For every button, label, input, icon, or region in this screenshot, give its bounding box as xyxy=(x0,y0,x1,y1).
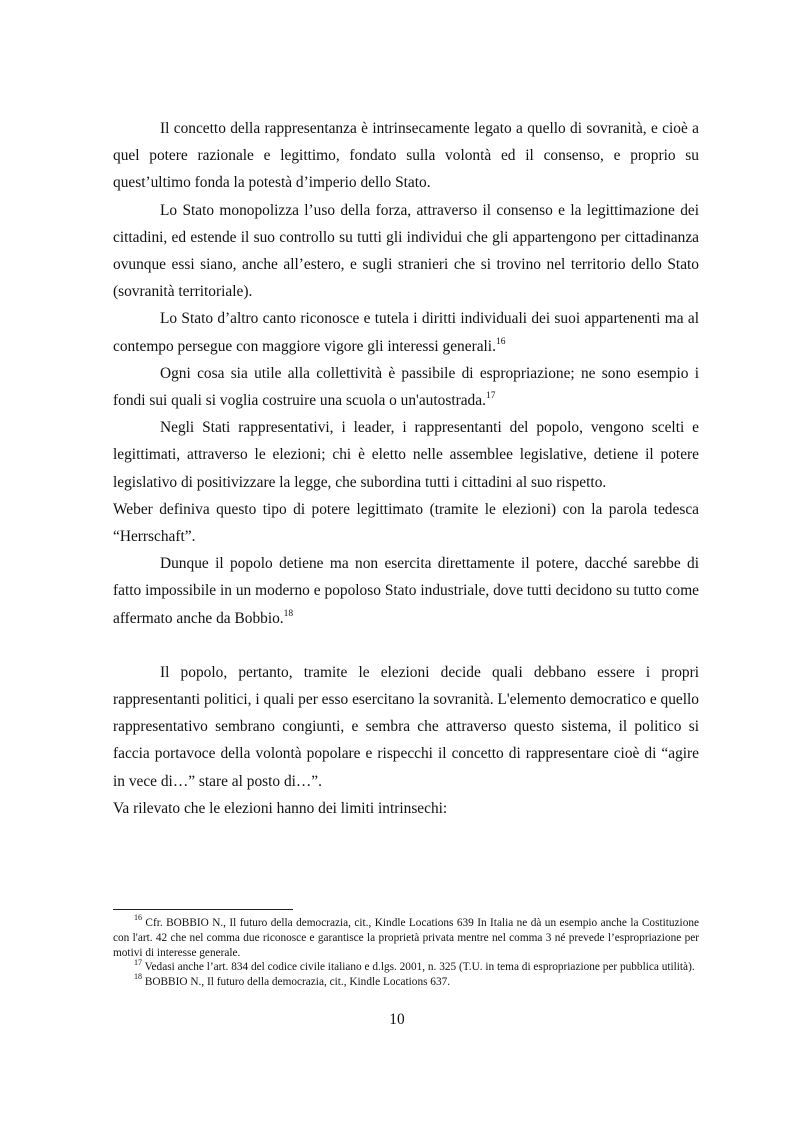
footnote-number: 17 xyxy=(134,957,142,967)
footnote-ref-18[interactable]: 18 xyxy=(283,608,294,619)
footnote-number: 16 xyxy=(134,913,142,923)
footnote-17: $^{17}$ Vedasi anche l’art. 834 del codice civile italiano e d.lgs. 2001, n. 325 (T.U. in tema di espropriazione per pubblica utilità). xyxy=(134,957,695,974)
paragraph-9: Va rilevato che le elezioni hanno dei limiti intrinsechi: xyxy=(113,799,448,817)
body-text xyxy=(113,115,699,822)
paragraph-1: Il concetto della rappresentanza è intrinsecamente legato a quello di sovranità, e cioè a quel potere razionale e legittimo, fondato sulla volontà ed il consenso, e proprio su quest’ultimo fonda la potestà d’imperio dello Stato. xyxy=(113,120,699,192)
paragraph-2: Lo Stato monopolizza l’uso della forza, attraverso il consenso e la legittimazione dei cittadini, ed estende il suo controllo su tutti gli individui che gli appartengono per cittadinanza ovunque essi siano, anche all’estero, e sugli stranieri che si trovino nel territorio dello Stato (sovranità territoriale). xyxy=(113,201,699,301)
footnote-separator xyxy=(113,909,293,910)
paragraph-3: Lo Stato d’altro canto riconosce e tutela i diritti individuali dei suoi appartenenti ma al contempo persegue con maggiore vigore gli interessi generali.$^{16}$ xyxy=(113,310,699,355)
footnote-number: 18 xyxy=(134,972,142,982)
page-number: 10 xyxy=(389,1011,405,1028)
paragraph-4: Ogni cosa sia utile alla collettività è passibile di espropriazione; ne sono esempio i fondi sui quali si voglia costruire una scuola o un'autostrada.$^{17}$ xyxy=(113,364,699,410)
paragraph-8: Il popolo, pertanto, tramite le elezioni decide quali debbano essere i propri rappresentanti politici, i quali per esso esercitano la sovranità. L'elemento democratico e quello rappresentativo sembrano congiunti, e sembra che attraverso questo sistema, il politico si faccia portavoce della volontà popolare e rispecchi il concetto di rappresentare cioè di “agire in vece di…” stare al posto di…”. xyxy=(113,663,699,790)
paragraph-6: Weber definiva questo tipo di potere legittimato (tramite le elezioni) con la parola tedesca “Herrschaft”. xyxy=(113,500,699,546)
paragraph-5: Negli Stati rappresentativi, i leader, i rappresentanti del popolo, vengono scelti e legittimati, attraverso le elezioni; chi è eletto nelle assemblee legislative, detiene il potere legislativo di positivizzare la legge, che subordina tutti i cittadini al suo rispetto. xyxy=(113,419,699,491)
paragraph-7: Dunque il popolo detiene ma non esercita direttamente il potere, dacché sarebbe di fatto impossibile in un moderno e popoloso Stato industriale, dove tutti decidono su tutto come affermato anche da Bobbio.$^{18}$ xyxy=(113,555,699,627)
footnotes xyxy=(113,913,700,990)
footnote-ref-17[interactable]: 17 xyxy=(485,390,496,401)
footnote-ref-16[interactable]: 16 xyxy=(495,336,506,347)
footnote-18: $^{18}$ BOBBIO N., Il futuro della democrazia, cit., Kindle Locations 637. xyxy=(134,972,451,989)
footnote-16: $^{16}$ Cfr. BOBBIO N., Il futuro della democrazia, cit., Kindle Locations 639 In Italia ne dà un esempio anche la Costituzione con l'art. 42 che nel comma due riconosce e garantisce la proprietà privata mentre nel comma 3 né prevede l’espropriazione per motivi di interesse generale. xyxy=(113,913,700,959)
paragraph-spacer xyxy=(113,632,699,659)
